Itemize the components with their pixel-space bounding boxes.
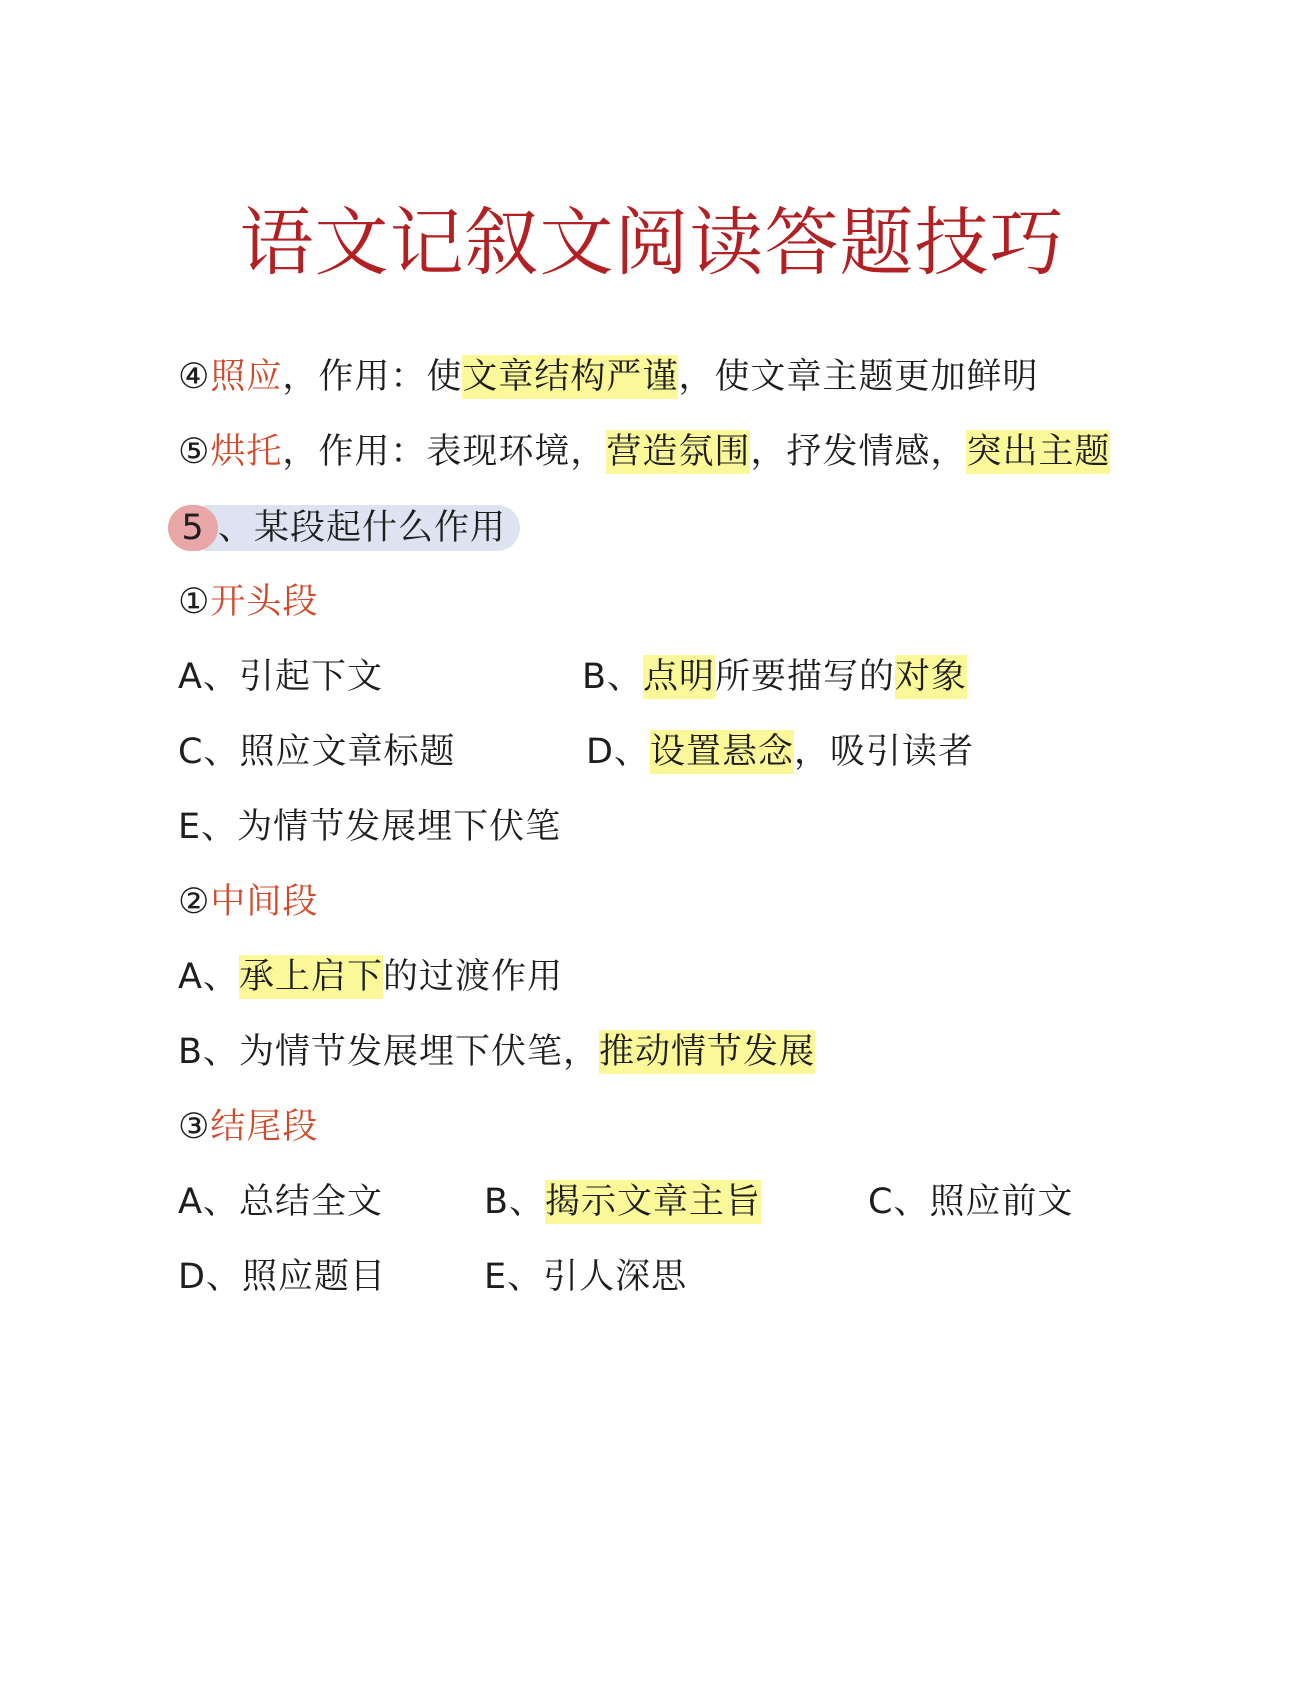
middle-option-a <box>178 947 563 1007</box>
ending-row-abc <box>178 1172 1178 1232</box>
ending-row-de <box>178 1247 1178 1307</box>
middle-heading-number: ② <box>178 882 211 922</box>
section-5-title: 、某段起什么作用 <box>204 505 520 551</box>
ending-option-c: C、照应前文 <box>868 1182 1074 1222</box>
section-5-number-badge: 5 <box>168 505 218 551</box>
ending-heading-number: ③ <box>178 1107 211 1147</box>
opening-option-b-prefix: B、 <box>582 657 644 697</box>
item-5-line <box>178 422 1110 482</box>
opening-option-c: C、照应文章标题 <box>178 732 456 772</box>
opening-option-b-highlight-1: 点明 <box>643 657 716 697</box>
opening-option-b-text: 所要描写的 <box>715 657 896 697</box>
item-4-text: ，作用：使 <box>282 357 463 397</box>
opening-heading-number: ① <box>178 582 211 622</box>
opening-option-d-prefix: D、 <box>586 732 650 772</box>
ending-option-d: D、照应题目 <box>178 1257 386 1297</box>
item-4-text-end: ，使文章主题更加鲜明 <box>678 357 1039 397</box>
ending-option-a: A、总结全文 <box>178 1182 383 1222</box>
opening-option-d <box>586 722 974 782</box>
ending-option-e: E、引人深思 <box>484 1257 688 1297</box>
opening-heading <box>178 572 318 632</box>
item-4-line <box>178 347 1038 407</box>
item-5-text: ，作用：表现环境， <box>282 432 607 472</box>
middle-option-a-highlight: 承上启下 <box>238 957 383 997</box>
item-5-highlight-2: 突出主题 <box>966 432 1111 472</box>
opening-option-d-text: ，吸引读者 <box>793 732 974 772</box>
item-4-term: 照应 <box>210 357 283 397</box>
middle-option-b-text: B、为情节发展埋下伏笔， <box>178 1032 600 1072</box>
middle-option-b-highlight: 推动情节发展 <box>599 1032 816 1072</box>
opening-option-b <box>582 647 967 707</box>
page-title: 语文记叙文阅读答题技巧 <box>239 200 1065 286</box>
middle-option-a-text: 的过渡作用 <box>382 957 563 997</box>
ending-option-b <box>484 1172 761 1232</box>
item-5-highlight-1: 营造氛围 <box>606 432 751 472</box>
item-4-number: ④ <box>178 357 211 397</box>
item-4-highlight: 文章结构严谨 <box>462 357 679 397</box>
section-5-heading <box>178 497 520 557</box>
ending-option-b-prefix: B、 <box>484 1182 546 1222</box>
middle-option-a-prefix: A、 <box>178 957 239 997</box>
item-5-text-mid: ，抒发情感， <box>750 432 967 472</box>
ending-option-b-highlight: 揭示文章主旨 <box>545 1182 762 1222</box>
opening-row-ab <box>178 647 1178 707</box>
opening-option-e: E、为情节发展埋下伏笔 <box>178 807 562 847</box>
opening-heading-label: 开头段 <box>210 582 319 622</box>
middle-heading-label: 中间段 <box>210 882 319 922</box>
item-5-term: 烘托 <box>210 432 283 472</box>
ending-heading <box>178 1097 318 1157</box>
opening-option-a: A、引起下文 <box>178 657 383 697</box>
opening-row-cd <box>178 722 1178 782</box>
middle-heading <box>178 872 318 932</box>
opening-option-b-highlight-2: 对象 <box>895 657 968 697</box>
ending-heading-label: 结尾段 <box>210 1107 319 1147</box>
opening-option-d-highlight: 设置悬念 <box>649 732 794 772</box>
item-5-number: ⑤ <box>178 432 211 472</box>
middle-option-b <box>178 1022 815 1082</box>
